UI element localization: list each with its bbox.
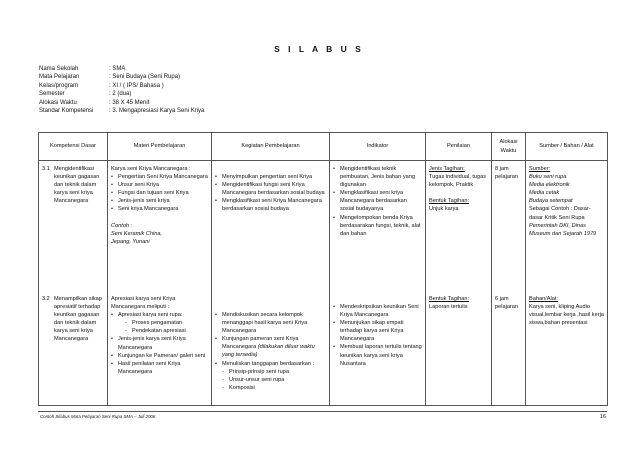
list-item: • Hasil penilaian seni Kriya Mancanegara [111,360,208,376]
kd-number: 3.1 [42,166,50,172]
sub-list-item: - Unsur-unsur seni rupa [222,376,326,384]
list-item: • Jenis-jenis karya seni Kriya Mancanegara [111,335,208,351]
column-header-indikator: Indikator [330,133,426,161]
materi-intro: Apresiasi karya seni Kriya Mancanegara meliputi : [111,296,176,311]
info-row [39,65,204,73]
list-item-note: (dilakukan diluar waktu yang tersedia) [222,344,315,359]
list-item: • Seni kriya Mancanegara [111,205,208,213]
sub-list-item: - Proses pengamatan [125,319,208,327]
sub-list [222,368,326,392]
info-value: : 38 X 45 Menit [109,99,150,106]
kd-number: 3.2 [42,296,50,302]
list-item: • Mendiskusikan secara kelompok menanggapi hasil karya seni Kriya Mancanegara [215,311,326,335]
info-label: Kelas/program [39,82,79,89]
materi-list [111,173,208,213]
info-row [39,82,204,90]
table-header-row [39,133,608,161]
syllabus-info [39,65,204,115]
list-item: • Mengelompokan benda Kriya berdasarakan fungsi, teknik, alat dan bahan [333,214,422,238]
column-header-alokasi: Alokasi Waktu [492,133,526,161]
list-item: • Pengertian Seni Kriya Mancanegara [111,173,208,181]
list-item: • Jenis-jenis seni kriya [111,197,208,205]
syllabus-table [38,132,608,406]
sumber-text: Buku seni rupa [529,174,567,181]
table-row [39,295,608,406]
list-item [111,311,208,335]
kegiatan-cell [212,165,330,295]
sub-list-item: - Pendekatan apresiasi [125,327,208,335]
sumber-cell [526,295,608,406]
info-row [39,99,204,107]
sub-list-item: - Prinsip-prinsip seni rupa [222,368,326,376]
info-label: Standar Kompetensi [39,108,94,115]
penilaian-text: Laporan tertulis [429,304,468,311]
kd-text: Menampilkan sikap apresiatif terhadap keunikan gagasan dan teknik dalam karya seni kriya Mancanegara [54,296,102,343]
kegiatan-list [215,173,326,213]
info-label: Semester [39,91,65,98]
list-item: • Mengidentifikasi teknik pembuatan, Jenis bahan yang digunakan [333,165,422,189]
list-item-text: Kunjungan pameran seni Kriya Mancanegara [222,336,299,351]
list-item-text: Apresiasi karya seni rupa: [118,312,183,319]
info-value: : SMA [109,66,126,72]
table-row [39,165,608,295]
sumber-text: Sebagai Contoh : Dasar-dasar Kritik Seni Rupa [529,206,591,221]
materi-intro: Karya seni Kriya Mancanegara : [111,166,191,172]
info-label: Nama Sekolah [39,66,79,72]
info-row [39,73,204,81]
sumber-text: Karya seni, kliping Audio visual,lembar kerja ,hasil kerja siswa,bahan presentasi [529,304,604,327]
list-item: • Kunjungan ke Pameran/ galeri seni [111,352,208,360]
list-item: • Mengklasifikasi seni Kriya Mancanegara berdasarkan sosial budaya [215,197,326,213]
sumber-text: Pemerintah DKI, Dinas Museum dan Sejarah 1979 [529,222,597,237]
sumber-text: Budaya setempat [529,198,573,205]
penilaian-cell [426,295,492,406]
list-item: • Mengidentifikasi fungsi seni Kriya Mancanegara berdasarkan sosial budaya [215,181,326,197]
kegiatan-cell [212,295,330,406]
penilaian-text: Unjuk karya [429,206,459,213]
materi-cell [108,295,212,406]
column-header-materi: Materi Pembelajaran [108,133,212,161]
list-item: • Mengklasifikasi seni kriya Mancanegara berdasarkan sosial budayanya [333,189,422,213]
kd-cell [39,165,108,295]
info-row [39,107,204,115]
footer-text: Contoh Silabus Mata Pelajaran Seni Rupa SMA – Juli 2006 [40,414,156,419]
list-item: • Menyimpulkan pengertian seni Kriya [215,173,326,181]
info-label: Alokasi Waktu [39,99,77,106]
list-item: • Menunjukan sikap empati terhadap karya seni Kriya Mancanegara [333,319,422,343]
penilaian-label: Bentuk Tagihan: [429,296,470,302]
sumber-text: Media elektronik [529,182,570,189]
info-value: : Seni Budaya (Seni Rupa) [109,74,181,81]
page-footer [40,414,606,420]
sumber-label: Sumber: [529,166,551,172]
indikator-cell [330,165,426,295]
footer-divider [38,411,607,412]
penilaian-label: Bentuk Tagihan: [429,198,470,205]
indikator-cell [330,295,426,406]
list-item: • Unsur seni Kriya [111,181,208,189]
info-value: : 3. Mengapresiasi Karya Seni Kriya [109,108,205,115]
page-title: S I L A B U S [274,44,364,54]
kd-cell [39,295,108,406]
penilaian-cell [426,165,492,295]
indikator-list [333,303,422,368]
page-number: 16 [599,414,606,420]
indikator-list [333,165,422,238]
info-label: Mata Pelajaran [39,74,80,81]
kd-text: Mengidentifikasi keunikan gagasan dan teknik dalam karya seni kriya Mancanegara [54,166,100,205]
column-header-kompetensi: Kompetensi Dasar [39,133,108,161]
penilaian-text: Tugas individual, tugas kelompok, Praktik [429,174,487,189]
info-row [39,90,204,98]
column-header-penilaian: Penilaian [426,133,492,161]
sub-list-item: - Komposisi [222,384,326,392]
sub-list [118,319,208,335]
contoh-text: Jepang, Yunani [111,238,150,245]
info-value: : XI / ( IPS/ Bahasa ) [109,82,164,89]
list-item [215,360,326,392]
list-item: • Fungsi dan tujuan seni Kriya [111,189,208,197]
info-value: : 2 (dua) [109,91,132,98]
list-item: • Mendeskripsikan keunikan Seni Kriya Mancanegara [333,303,422,319]
list-item: • Membuat laporan tertulis tentang keunikan karya seni kriya Nusantara [333,343,422,367]
materi-cell [108,165,212,295]
contoh-text: Seni Keramik China, [111,230,162,237]
materi-list [111,311,208,376]
column-header-sumber: Sumber / Bahan / Alat [526,133,608,161]
sumber-cell [526,165,608,295]
column-header-kegiatan: Kegiatan Pembelajaran [212,133,330,161]
sumber-text: Media cetak [529,190,560,197]
list-item [215,335,326,359]
contoh-label: Contoh : [111,222,133,229]
kegiatan-list [215,311,326,392]
alokasi-cell: 6 jam pelajaran [492,295,526,406]
penilaian-label: Jenis Tagihan: [429,166,465,172]
alokasi-cell: 8 jam pelajaran [492,165,526,295]
list-item-text: Menuliskan tanggapan berdasarkan : [222,360,315,367]
sumber-label: Bahan/Alat: [529,296,558,302]
